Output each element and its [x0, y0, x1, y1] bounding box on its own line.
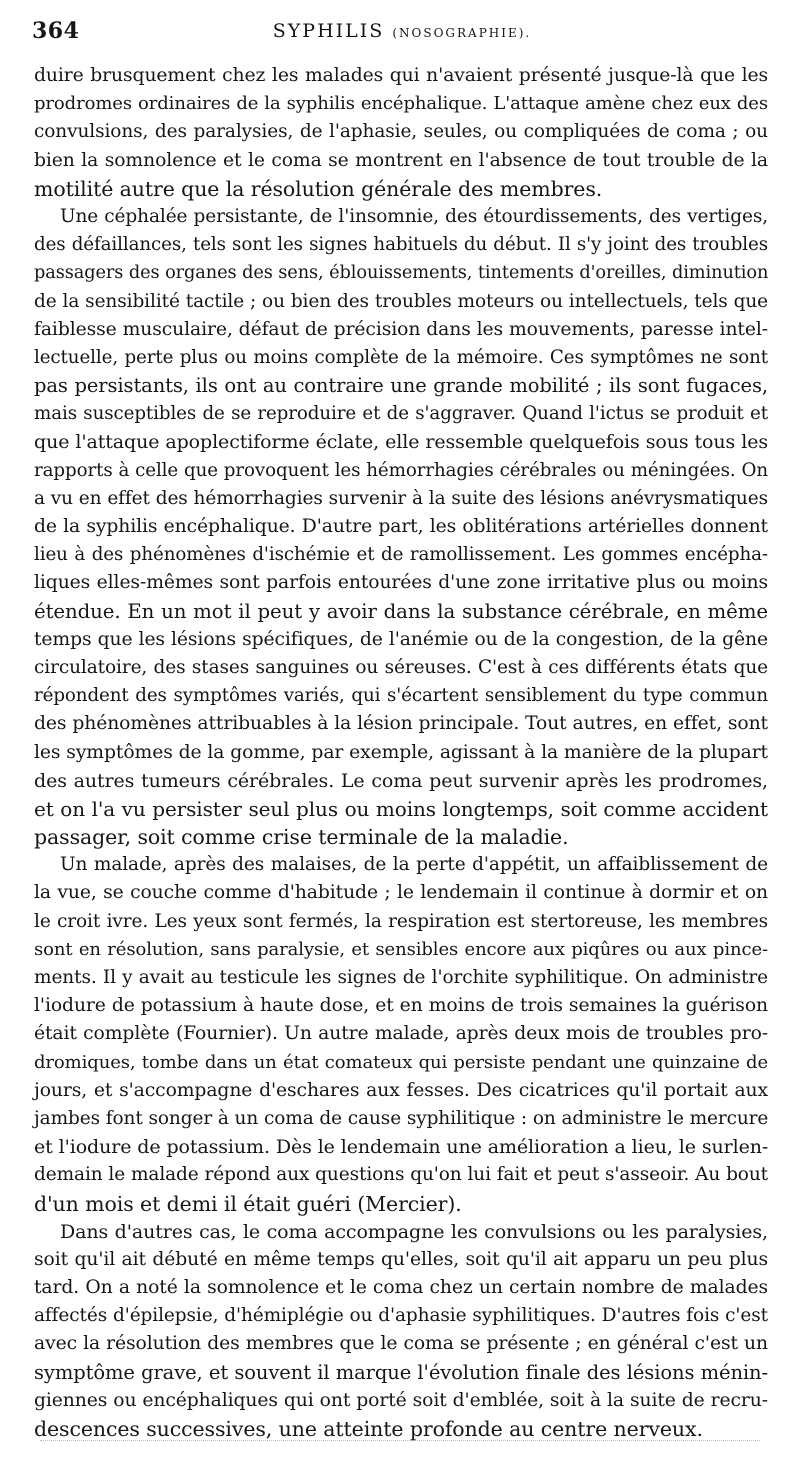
text-line: Dans d'autres cas, le coma accompagne les convulsions ou les paralysies,: [60, 1220, 768, 1243]
paragraph: [34, 203, 768, 851]
text-line: passager, soit comme crise terminale de la maladie.: [34, 825, 569, 850]
text-line: temps que les lésions spécifiques, de l'anémie ou de la congestion, de la gêne: [34, 628, 768, 650]
text-line: avec la résolution des membres que le coma se présente ; en général c'est un: [34, 1333, 768, 1355]
text-line: pas persistants, ils ont au contraire une grande mobilité ; ils sont fugaces,: [34, 374, 768, 398]
page-number: 364: [32, 18, 80, 44]
text-line: répondent des symptômes variés, qui s'écartent sensiblement du type commun: [34, 685, 768, 707]
text-line: motilité autre que la résolution générale des membres.: [34, 176, 603, 201]
text-line: de la sensibilité tactile ; ou bien des troubles moteurs ou intellectuels, tels que: [34, 290, 768, 312]
text-line: de la syphilis encéphalique. D'autre part, les oblitérations artérielles donnent: [34, 516, 768, 537]
text-line: jours, et s'accompagne d'eschares aux fesses. Des cicatrices qu'il portait aux: [34, 1079, 768, 1101]
body-text: [34, 62, 768, 1443]
text-line: demain le malade répond aux questions qu'on lui fait et peut s'asseoir. Au bout: [34, 1164, 768, 1186]
text-line: que l'attaque apoplectiforme éclate, elle ressemble quelquefois sous tous les: [34, 431, 768, 454]
text-line: affectés d'épilepsie, d'hémiplégie ou d'aphasie syphilitiques. D'autres fois c'est: [34, 1305, 768, 1327]
paragraph: [34, 1218, 768, 1444]
text-line: lectuelle, perte plus ou moins complète de la mémoire. Ces symptômes ne sont: [34, 346, 768, 368]
text-line: l'iodure de potassium à haute dose, et en moins de trois semaines la guérison: [34, 995, 768, 1017]
text-line: la vue, se couche comme d'habitude ; le lendemain il continue à dormir et on: [34, 882, 768, 904]
text-line: giennes ou encéphaliques qui ont porté soit d'emblée, soit à la suite de recru-: [34, 1389, 768, 1411]
bottom-rule: [40, 1440, 760, 1443]
text-line: faiblesse musculaire, défaut de précision dans les mouvements, paresse intel-: [34, 318, 768, 340]
text-line: soit qu'il ait débuté en même temps qu'elles, soit qu'il ait apparu un peu plus: [34, 1248, 768, 1270]
text-line: des phénomènes attribuables à la lésion principale. Tout autres, en effet, sont: [34, 713, 768, 735]
paragraph: [34, 851, 768, 1217]
text-line: symptôme grave, et souvent il marque l'évolution finale des lésions ménin-: [34, 1360, 768, 1384]
text-line: était complète (Fournier). Un autre malade, après deux mois de troubles pro-: [34, 1023, 768, 1045]
text-line: convulsions, des paralysies, de l'aphasie, seules, ou compliquées de coma ; ou: [34, 121, 768, 143]
text-line: les symptômes de la gomme, par exemple, agissant à la manière de la plupart: [34, 741, 768, 763]
text-line: des défaillances, tels sont les signes habituels du début. Il s'y joint des troubles: [34, 234, 768, 256]
text-line: a vu en effet des hémorrhagies survenir à la suite des lésions anévrysmatiques: [34, 487, 768, 509]
text-line: duire brusquement chez les malades qui n'avaient présenté jusque-là que les: [34, 65, 768, 86]
running-title-sub: (NOSOGRAPHIE).: [392, 26, 532, 40]
text-line: étendue. En un mot il peut y avoir dans la substance cérébrale, en même: [34, 599, 768, 623]
text-line: et l'iodure de potassium. Dès le lendemain une amélioration a lieu, le surlen-: [34, 1136, 769, 1159]
paragraph: [34, 62, 768, 203]
text-line: et on l'a vu persister seul plus ou moins longtemps, soit comme accident: [34, 796, 768, 821]
text-line: Un malade, après des malaises, de la perte d'appétit, un affaiblissement de: [60, 854, 768, 876]
text-line: passagers des organes des sens, éblouissements, tintements d'oreilles, diminution: [34, 263, 769, 284]
text-line: prodromes ordinaires de la syphilis encéphalique. L'attaque amène chez eux des: [34, 93, 768, 115]
text-line: sont en résolution, sans paralysie, et sensibles encore aux piqûres ou aux pince-: [34, 938, 768, 960]
text-line: des autres tumeurs cérébrales. Le coma peut survenir après les prodromes,: [34, 769, 768, 792]
text-line: rapports à celle que provoquent les hémorrhagies cérébrales ou méningées. On: [34, 459, 768, 481]
running-head: [32, 12, 772, 48]
text-line: jambes font songer à un coma de cause syphilitique : on administre le mercure: [34, 1107, 769, 1129]
text-line: bien la somnolence et le coma se montrent en l'absence de tout trouble de la: [34, 149, 768, 171]
text-line: Une céphalée persistante, de l'insomnie, des étourdissements, des vertiges,: [60, 205, 768, 227]
text-line: mais susceptibles de se reproduire et de s'aggraver. Quand l'ictus se produit et: [34, 403, 768, 425]
text-line: d'un mois et demi il était guéri (Mercier).: [34, 1191, 462, 1216]
text-line: le croit ivre. Les yeux sont fermés, la respiration est stertoreuse, les membres: [34, 910, 768, 932]
text-line: descences successives, une atteinte profonde au centre nerveux.: [34, 1417, 703, 1441]
text-line: lieu à des phénomènes d'ischémie et de ramollissement. Les gommes encépha-: [34, 544, 768, 566]
text-line: ments. Il y avait au testicule les signes de l'orchite syphilitique. On administre: [34, 967, 768, 988]
running-title: [32, 20, 772, 42]
text-line: dromiques, tombe dans un état comateux qui persiste pendant une quinzaine de: [34, 1051, 768, 1073]
text-line: tard. On a noté la somnolence et le coma chez un certain nombre de malades: [34, 1277, 768, 1299]
text-line: liques elles-mêmes sont parfois entourées d'une zone irritative plus ou moins: [34, 572, 768, 594]
running-title-main: SYPHILIS: [272, 20, 385, 42]
text-line: circulatoire, des stases sanguines ou séreuses. C'est à ces différents états que: [34, 656, 768, 678]
